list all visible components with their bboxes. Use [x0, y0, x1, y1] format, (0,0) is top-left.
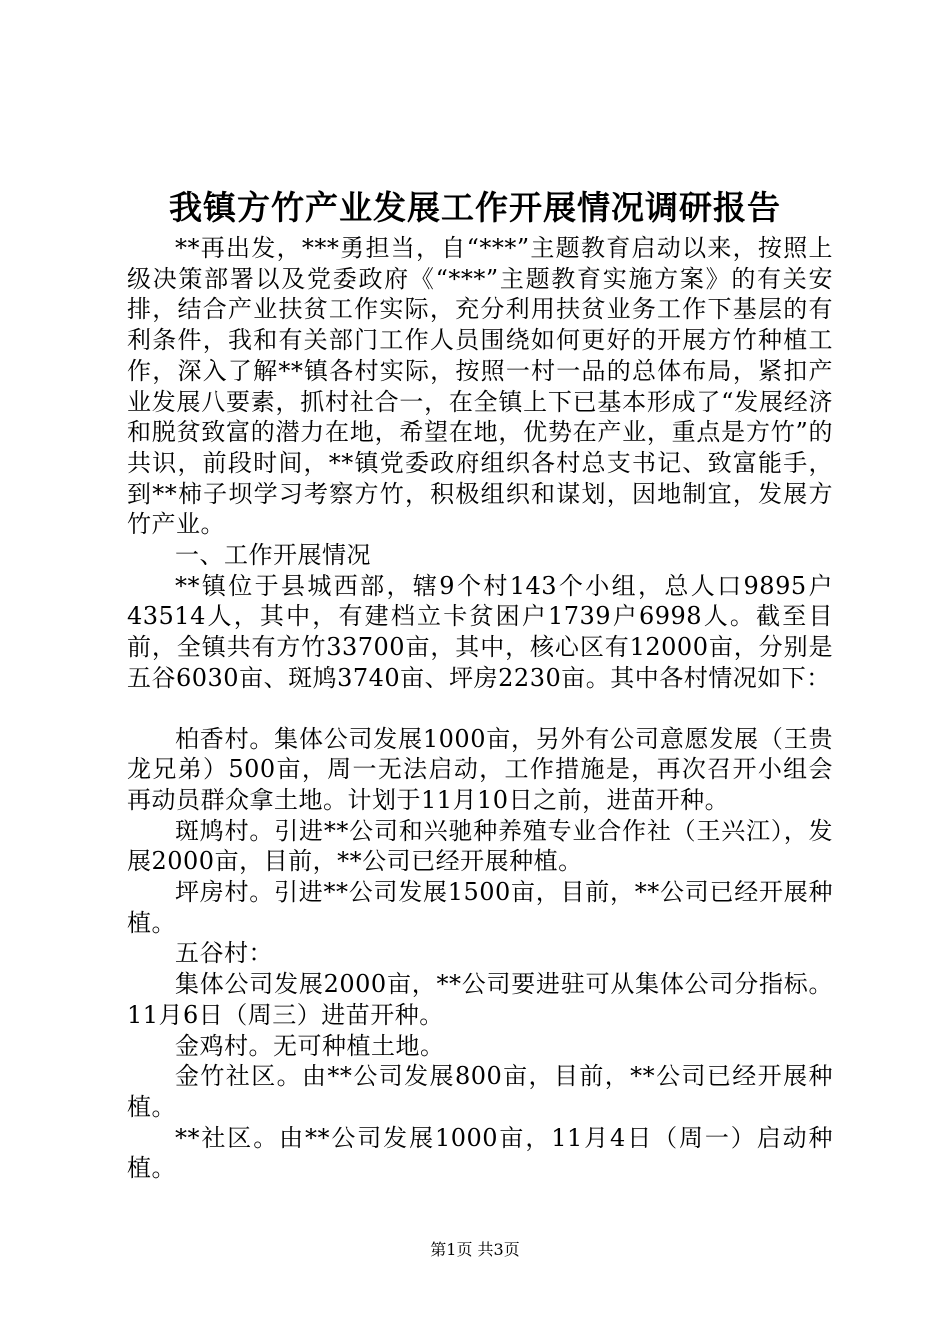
paragraph-village-pingfang: 坪房村。引进**公司发展1500亩，目前，**公司已经开展种植。 — [127, 878, 833, 937]
paragraph-community-other: **社区。由**公司发展1000亩，11月4日（周一）启动种植。 — [127, 1123, 833, 1183]
paragraph-spacer — [127, 694, 833, 724]
page-number-footer: 第1页 共3页 — [430, 1240, 520, 1259]
paragraph-village-jinji: 金鸡村。无可种植土地。 — [175, 1031, 445, 1060]
paragraph-village-banjiu: 斑鸠村。引进**公司和兴驰种养殖专业合作社（王兴江），发展2000亩，目前，**公司已经开展种植。 — [127, 816, 833, 876]
paragraph-village-wugu-heading: 五谷村： — [175, 939, 273, 968]
paragraph-intro: **再出发，***勇担当，自“***”主题教育启动以来，按照上级决策部署以及党委政府《“***”主题教育实施方案》的有关安排，结合产业扶贫工作实际，充分利用扶贫业务工作下基层的有利条件，我和有关部门工作人员围绕如何更好的开展方竹种植工作，深入了解**镇各村实际，按照一村一品的总体布局，紧扣产业发展八要素，抓村社合一，在全镇上下已基本形成了“发展经济和脱贫致富的潜力在地，希望在地，优势在产业，重点是方竹”的共识，前段时间，**镇党委政府组织各村总支书记、致富能手，到**柿子坝学习考察方竹，积极组织和谋划，因地制宜，发展方竹产业。 — [127, 234, 833, 539]
paragraph-village-wugu: 集体公司发展2000亩，**公司要进驻可从集体公司分指标。11月6日（周三）进苗开种。 — [127, 970, 833, 1029]
paragraph-community-jinzhu: 金竹社区。由**公司发展800亩，目前，**公司已经开展种植。 — [127, 1062, 833, 1121]
document-title: 我镇方竹产业发展工作开展情况调研报告 — [169, 188, 781, 227]
paragraph-overview: **镇位于县城西部，辖9个村143个小组，总人口9895户43514人，其中，有建档立卡贫困户1739户6998人。截至目前，全镇共有方竹33700亩，其中，核心区有12000亩，分别是五谷6030亩、斑鸠3740亩、坪房2230亩。其中各村情况如下： — [127, 571, 833, 692]
paragraph-village-baixiang: 柏香村。集体公司发展1000亩，另外有公司意愿发展（王贵龙兄弟）500亩，周一无法启动，工作措施是，再次召开小组会再动员群众拿土地。计划于11月10日之前，进苗开种。 — [127, 724, 833, 814]
section-heading: 一、工作开展情况 — [175, 541, 371, 570]
document-body — [127, 233, 833, 1184]
